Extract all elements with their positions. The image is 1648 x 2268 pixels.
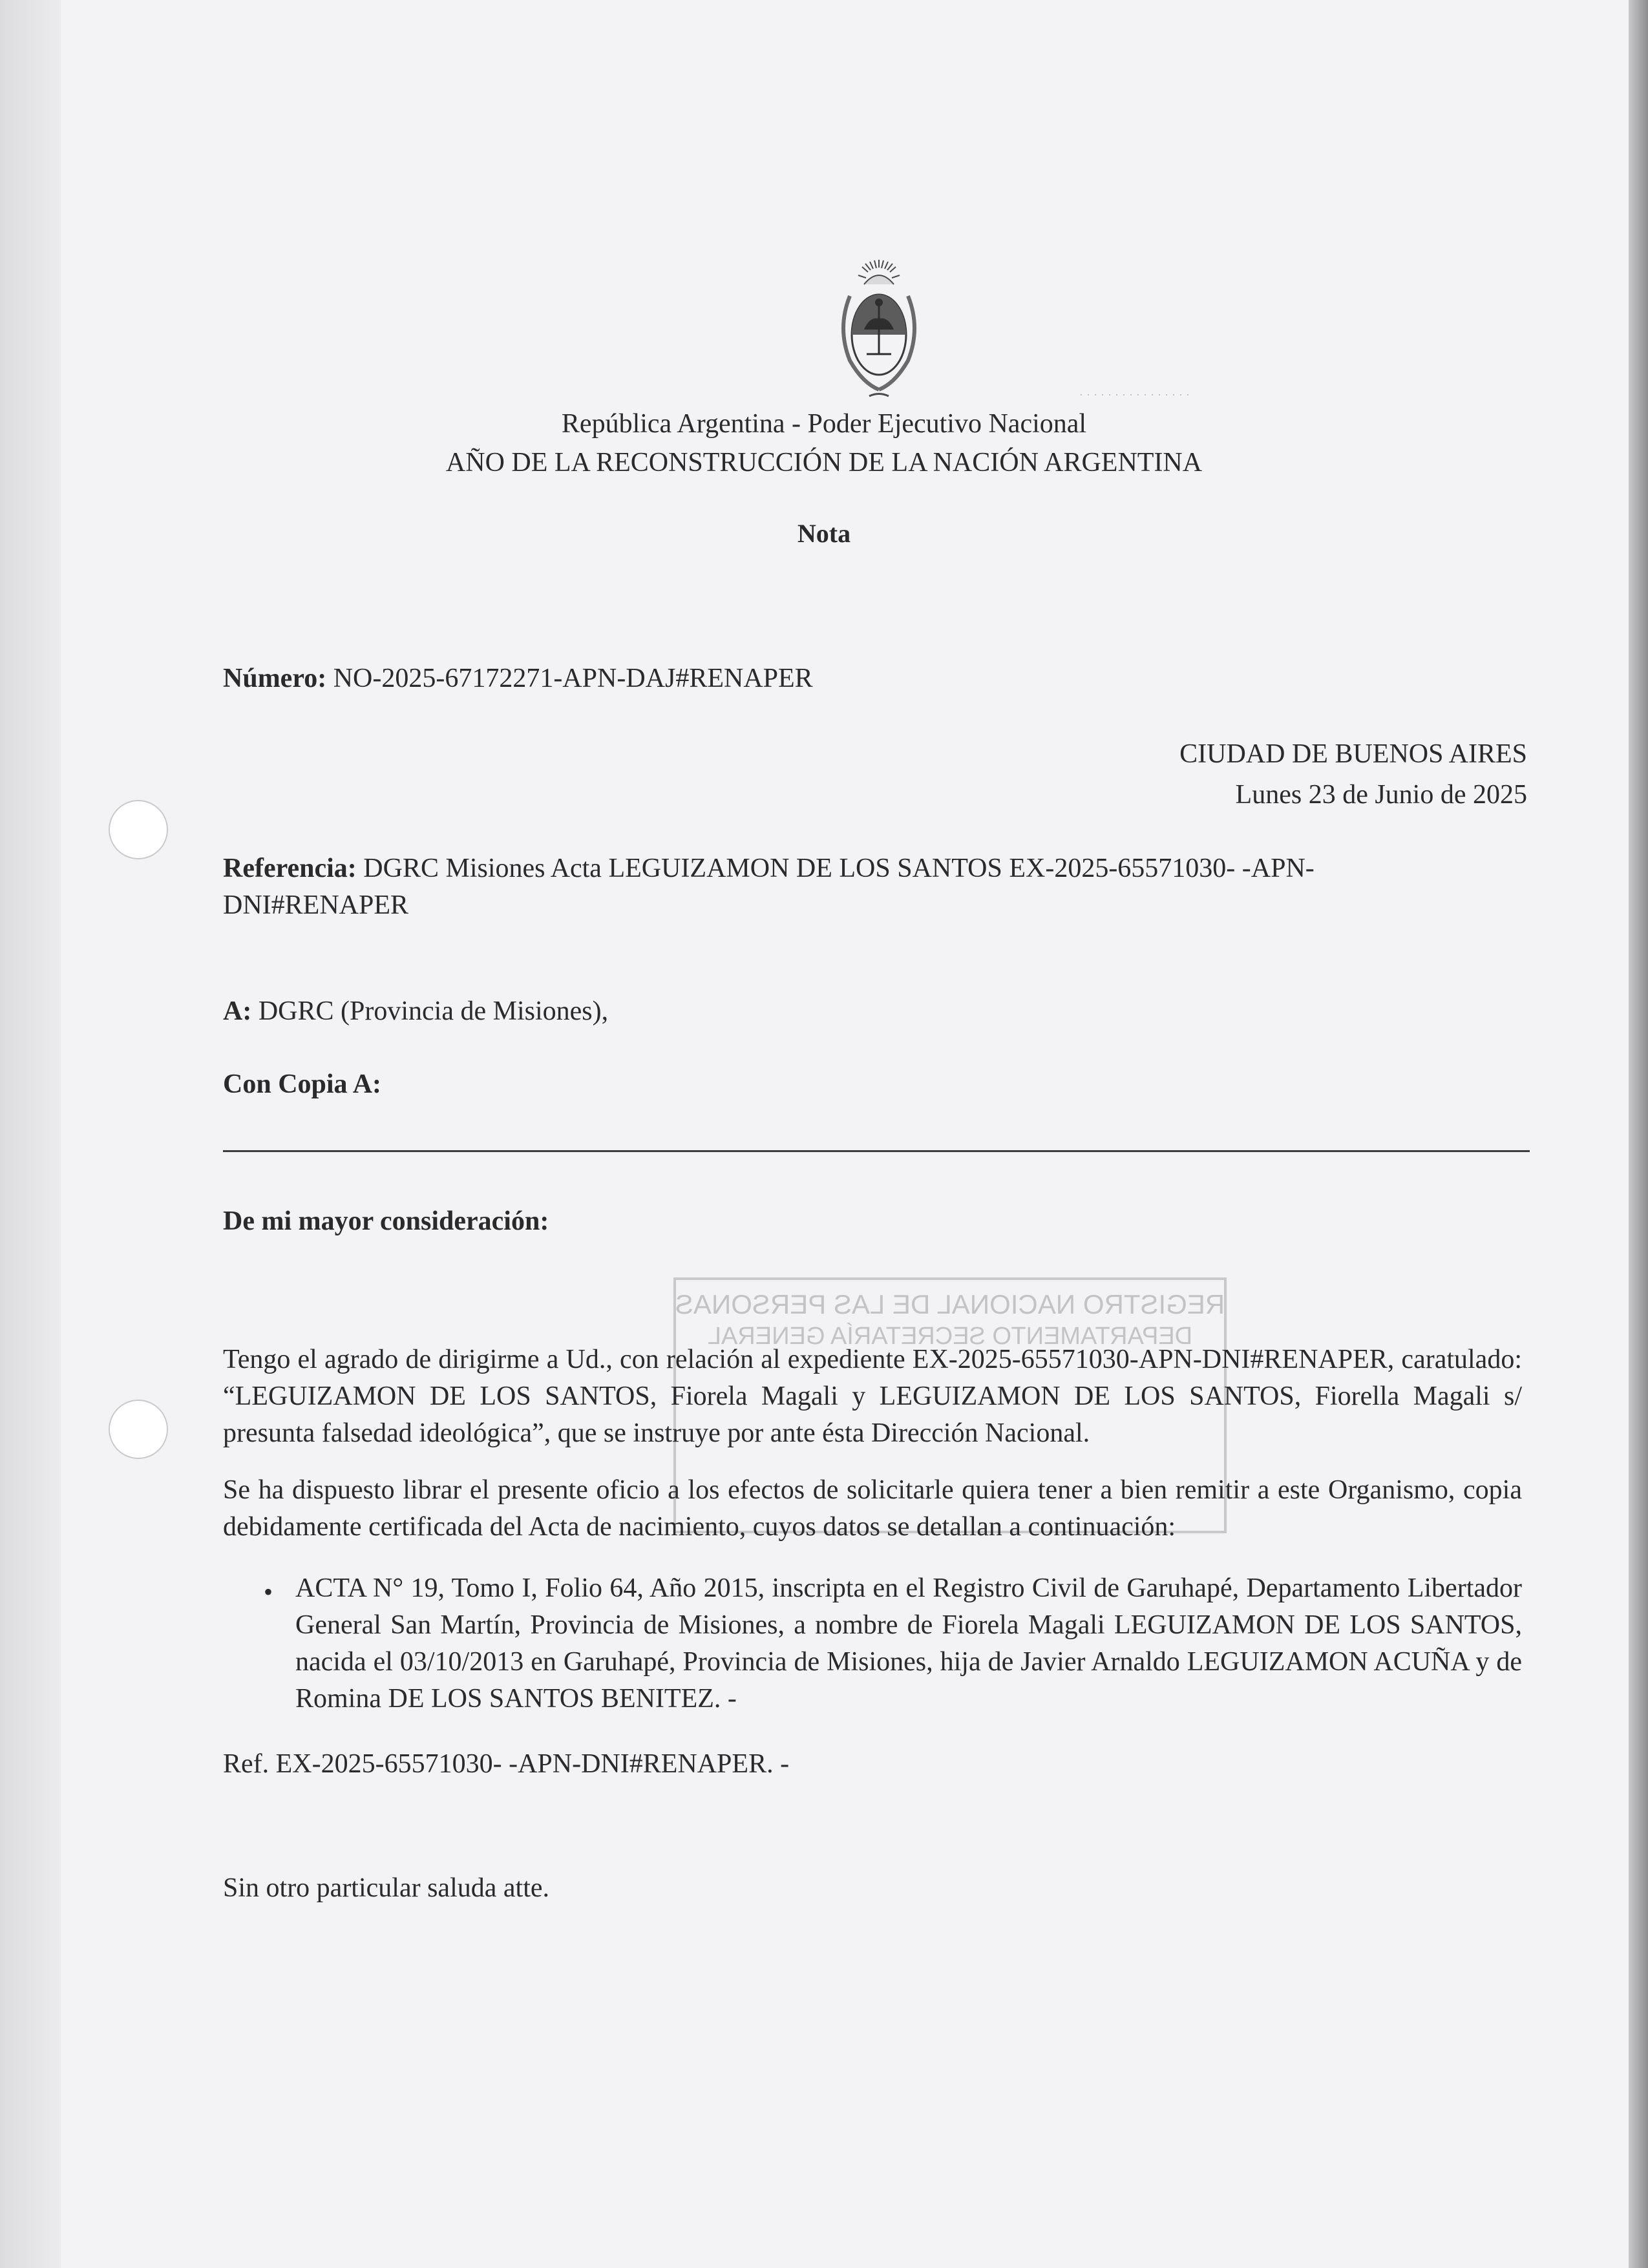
- scan-margin: [0, 0, 61, 2268]
- recipient-row: [223, 996, 608, 1027]
- numero-value: NO-2025-67172271-APN-DAJ#RENAPER: [333, 664, 813, 693]
- reference-line: Ref. EX-2025-65571030- -APN-DNI#RENAPER. -: [223, 1749, 790, 1779]
- punch-hole-bottom: [109, 1400, 168, 1459]
- place-line: CIUDAD DE BUENOS AIRES: [1179, 739, 1527, 769]
- numero-label: Número:: [223, 664, 327, 693]
- cc-label: Con Copia A:: [223, 1069, 382, 1099]
- salutation: De mi mayor consideración:: [223, 1206, 549, 1236]
- coat-of-arms-emblem: [824, 257, 934, 407]
- document-type-title: Nota: [797, 519, 851, 548]
- body-paragraph-1: Tengo el agrado de dirigirme a Ud., con relación al expediente EX-2025-65571030-APN-DNI#RENAPER, caratulado: “LEGUIZAMON DE LOS SANTOS, Fiorela Magali y LEGUIZAMON DE LOS SANTOS, Fiorella Magali s/ presunta falsedad ideológica”, que se instruye por ante ésta Dirección Nacional.: [223, 1345, 1522, 1448]
- referencia-row: [223, 853, 1315, 884]
- recipient-value: DGRC (Provincia de Misiones),: [258, 996, 609, 1026]
- bullet-marker: •: [264, 1577, 273, 1606]
- letterhead-line-2: AÑO DE LA RECONSTRUCCIÓN DE LA NACIÓN ARGENTINA: [445, 448, 1203, 478]
- recipient-label: A:: [223, 996, 252, 1026]
- acta-details-item: ACTA N° 19, Tomo I, Folio 64, Año 2015, inscripta en el Registro Civil de Garuhapé, Departamento Libertador General San Martín, Provincia de Misiones, a nombre de Fiorela Magali LEGUIZAMON DE LOS SANTOS, nacida el 03/10/2013 en Garuhapé, Provincia de Misiones, hija de Javier Arnaldo LEGUIZAMON ACUÑA y de Romina DE LOS SANTOS BENITEZ. -: [295, 1573, 1522, 1714]
- stamp-line-1: REGISTRO NACIONAL DE LAS PERSONAS: [675, 1289, 1225, 1319]
- referencia-value-line2: DNI#RENAPER: [223, 890, 409, 920]
- closing-line: Sin otro particular saluda atte.: [223, 1873, 550, 1903]
- letterhead-line-1: República Argentina - Poder Ejecutivo Nacional: [561, 409, 1087, 439]
- body-paragraph-2: Se ha dispuesto librar el presente oficio a los efectos de solicitarle quiera tener a bien remitir a este Organismo, copia debidamente certificada del Acta de nacimiento, cuyos datos se detallan a continuación:: [223, 1475, 1522, 1542]
- referencia-label: Referencia:: [223, 854, 357, 883]
- date-line: Lunes 23 de Junio de 2025: [1235, 780, 1527, 810]
- bleed-through-text: · · · · · · · · · · · · · · · ·: [1079, 388, 1190, 401]
- stamp-line-2: DEPARTAMENTO SECRETARÍA GENERAL: [707, 1323, 1193, 1350]
- scan-edge-shadow: [1629, 0, 1648, 2268]
- referencia-value-line1: DGRC Misiones Acta LEGUIZAMON DE LOS SANTOS EX-2025-65571030- -APN-: [363, 854, 1315, 883]
- section-divider: [223, 1150, 1530, 1152]
- numero-row: [223, 663, 813, 694]
- punch-hole-top: [109, 800, 168, 859]
